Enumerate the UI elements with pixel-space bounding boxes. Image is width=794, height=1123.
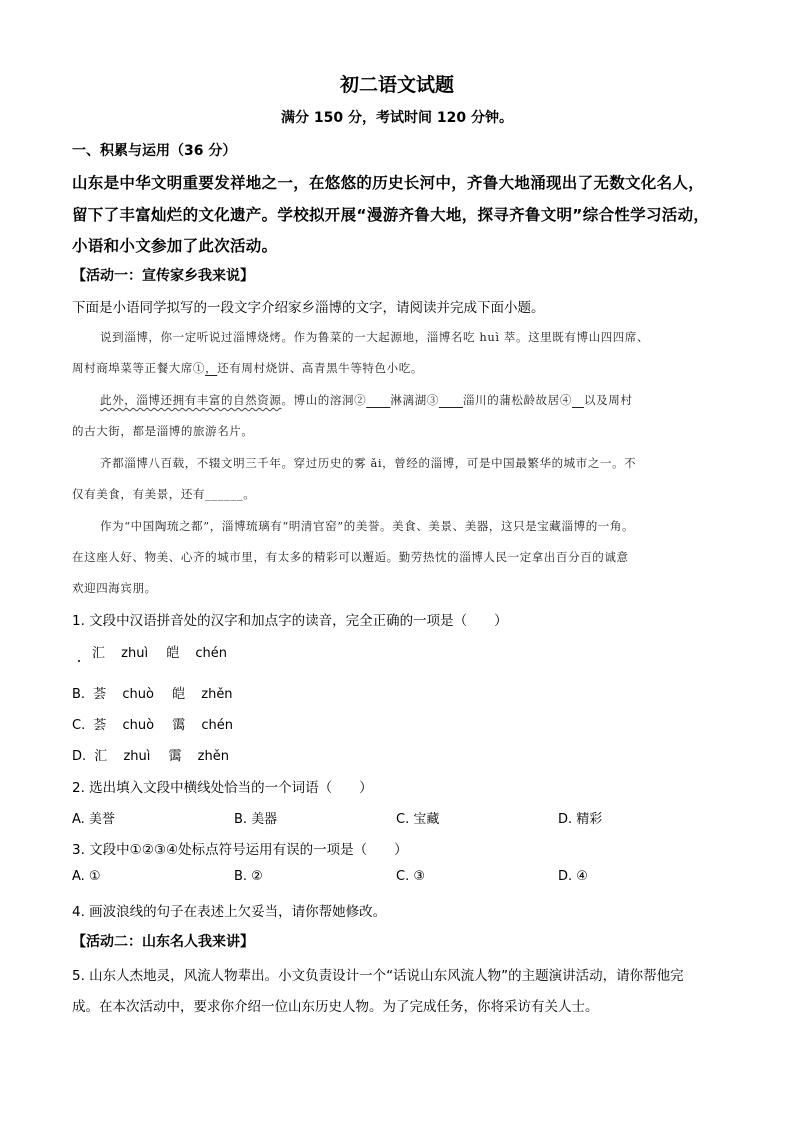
- q3-option-c: C. ③: [396, 869, 425, 884]
- q1-option-b: B. 荟 chuò 皑 zhěn: [72, 687, 233, 702]
- question-3-stem: 3. 文段中①②③④处标点符号运用有误的一项是（ ）: [72, 842, 408, 858]
- dot-mark: [78, 660, 80, 662]
- q3-option-b: B. ②: [234, 869, 263, 884]
- q2-option-d: D. 精彩: [558, 812, 603, 827]
- intro-line: 小语和小文参加了此次活动。: [72, 237, 278, 255]
- q2-option-a: A. 美誉: [72, 812, 115, 827]
- question-5-line: 5. 山东人杰地灵，风流人物辈出。小文负责设计一个“话说山东风流人物”的主题演讲活动，请你帮他完: [72, 968, 684, 984]
- q2-option-c: C. 宝藏: [396, 812, 440, 827]
- activity-one-heading: 【活动一：宣传家乡我来说】: [72, 268, 254, 284]
- passage-line: 周村商埠菜等正餐大席①，还有周村烧饼、高青黑牛等特色小吃。: [72, 361, 423, 375]
- instruction-text: 下面是小语同学拟写的一段文字介绍家乡淄博的文字，请阅读并完成下面小题。: [72, 300, 545, 316]
- fill-blank: ______: [205, 487, 244, 501]
- passage-line: 齐都淄博八百载，不辍文明三千年。穿过历史的雾 ǎi，曾经的淄博，可是中国最繁华的城市之一。不: [100, 456, 637, 470]
- wavy-underlined-sentence: 此外，淄博还拥有丰富的自然资源: [100, 393, 282, 407]
- q1-option-c: C. 荟 chuò 霭 chén: [72, 718, 234, 733]
- section-heading: 一、积累与运用（36 分）: [72, 143, 237, 159]
- question-4-stem: 4. 画波浪线的句子在表述上欠妥当，请你帮她修改。: [72, 904, 387, 920]
- passage-line: 作为“中国陶琉之都”，淄博琉璃有“明清官窑”的美誉。美食、美景、美器，这只是宝藏淄博的一角。: [100, 519, 635, 533]
- passage-line: 仅有美食，有美景，还有______。: [72, 487, 256, 501]
- q3-option-d: D. ④: [558, 869, 588, 884]
- question-5-line: 成。在本次活动中，要求你介绍一位山东历史人物。为了完成任务，你将采访有关人士。: [72, 999, 599, 1015]
- passage-line: 的古大街，都是淄博的旅游名片。: [72, 424, 254, 438]
- passage-line: 欢迎四海宾朋。: [72, 581, 157, 595]
- passage-line: 此外，淄博还拥有丰富的自然资源。博山的溶洞② 淋漓湖③ 淄川的蒲松龄故居④ 以及周村: [100, 393, 633, 407]
- activity-two-heading: 【活动二：山东名人我来讲】: [72, 934, 254, 950]
- q1-option-d: D. 汇 zhuì 霭 zhěn: [72, 749, 229, 764]
- passage-line: 在这座人好、物美、心齐的城市里，有太多的精彩可以邂逅。勤劳热忱的淄博人民一定拿出百分百的诚意: [72, 550, 629, 564]
- q1-option-a: 汇 zhuì 皑 chén: [92, 646, 227, 661]
- question-2-stem: 2. 选出填入文段中横线处恰当的一个词语（ ）: [72, 780, 373, 796]
- q2-option-b: B. 美器: [234, 812, 278, 827]
- passage-line: 说到淄博，你一定听说过淄博烧烤。作为鲁菜的一大起源地，淄博名吃 huì 萃。这里既有博山四四席、: [100, 330, 650, 344]
- q3-option-a: A. ①: [72, 869, 101, 884]
- page-title: 初二语文试题: [339, 74, 454, 96]
- exam-subtitle: 满分 150 分，考试时间 120 分钟。: [281, 110, 513, 126]
- question-1-stem: 1. 文段中汉语拼音处的汉字和加点字的读音，完全正确的一项是（ ）: [72, 613, 508, 629]
- intro-line: 山东是中华文明重要发祥地之一，在悠悠的历史长河中，齐鲁大地涌现出了无数文化名人，: [72, 174, 705, 192]
- intro-line: 留下了丰富灿烂的文化遗产。学校拟开展“漫游齐鲁大地，探寻齐鲁文明”综合性学习活动，: [72, 206, 710, 224]
